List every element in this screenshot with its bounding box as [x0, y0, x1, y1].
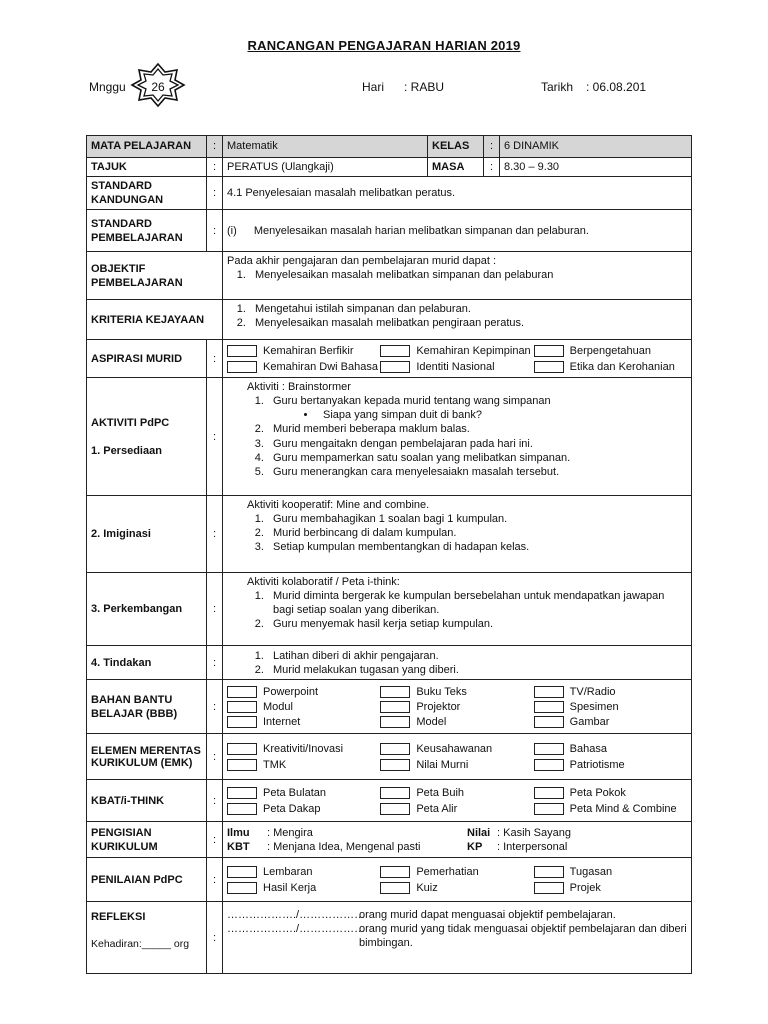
tarikh-label: Tarikh	[541, 80, 574, 94]
nilai-value: : Kasih Sayang	[497, 826, 571, 839]
bbb-option: Powerpoint	[263, 685, 319, 698]
emk-checkbox[interactable]	[534, 743, 564, 755]
aktiviti-pdpc-label: AKTIVITI PdPC	[91, 416, 170, 429]
row-penilaian	[87, 858, 692, 902]
aspirasi-checkbox[interactable]	[380, 361, 410, 373]
kbt-value: : Menjana Idea, Mengenal pasti	[267, 840, 421, 853]
lesson-plan-table	[86, 135, 692, 974]
row-standard-pembelajaran	[87, 210, 692, 252]
kbat-checkbox[interactable]	[534, 803, 564, 815]
kbat-label: KBAT/i-THINK	[87, 780, 207, 822]
emk-checkbox[interactable]	[227, 759, 257, 771]
bbb-checkbox[interactable]	[534, 701, 564, 713]
objektif-intro: Pada akhir pengajaran dan pembelajaran murid dapat :	[227, 255, 497, 268]
penilaian-checkbox[interactable]	[227, 882, 257, 894]
sp-value: Menyelesaikan masalah harian melibatkan simpanan dan pelaburan.	[253, 224, 589, 237]
kbat-checkbox[interactable]	[227, 787, 257, 799]
penilaian-option: Hasil Kerja	[263, 881, 317, 894]
imiginasi-label: 2. Imiginasi	[87, 496, 207, 573]
emk-option: Kreativiti/Inovasi	[263, 742, 344, 755]
kelas-value: 6 DINAMIK	[500, 136, 692, 158]
aspirasi-option: Berpengetahuan	[569, 344, 652, 357]
row-bbb	[87, 680, 692, 734]
imiginasi-activity: Aktiviti kooperatif: Mine and combine.	[247, 499, 430, 512]
colon: :	[207, 573, 223, 646]
row-kriteria	[87, 300, 692, 340]
bbb-option: Gambar	[569, 715, 610, 728]
kbat-option: Peta Mind & Combine	[569, 802, 677, 815]
sp-prefix: (i)	[227, 224, 237, 237]
kp-value: : Interpersonal	[497, 840, 568, 853]
emk-checkbox[interactable]	[227, 743, 257, 755]
refleksi-line2: orang murid yang tidak menguasai objektif pembelajaran dan diberi bimbingan.	[359, 923, 687, 950]
tajuk-value: PERATUS (Ulangkaji)	[223, 158, 428, 177]
bbb-checkbox[interactable]	[227, 701, 257, 713]
row-aspirasi	[87, 340, 692, 378]
row-perkembangan	[87, 573, 692, 646]
aspirasi-option: Etika dan Kerohanian	[569, 360, 675, 373]
aspirasi-option: Kemahiran Dwi Bahasa	[263, 360, 378, 373]
objektif-item: 1. Menyelesaikan masalah melibatkan simpanan dan pelaburan	[249, 268, 687, 282]
bbb-option: Projektor	[416, 700, 461, 713]
bbb-option: Internet	[263, 715, 301, 728]
sk-label: STANDARD KANDUNGAN	[87, 177, 207, 210]
kbat-checkbox[interactable]	[227, 803, 257, 815]
row-persediaan	[87, 378, 692, 496]
masa-value: 8.30 – 9.30	[500, 158, 692, 177]
kbat-option: Peta Bulatan	[263, 786, 326, 799]
kbat-option: Peta Pokok	[569, 786, 626, 799]
imiginasi-item: 1. Guru membahagikan 1 soalan bagi 1 kumpulan.	[267, 512, 687, 526]
sp-label: STANDARD PEMBELAJARAN	[87, 210, 207, 252]
bbb-option: Spesimen	[569, 700, 619, 713]
bbb-checkbox[interactable]	[534, 686, 564, 698]
kp-label: KP	[467, 840, 483, 853]
kbat-option: Peta Buih	[416, 786, 465, 799]
persediaan-item: 5. Guru menerangkan cara menyelesaiakn masalah tersebut.	[267, 465, 687, 479]
hari-label: Hari	[362, 80, 385, 94]
row-imiginasi	[87, 496, 692, 573]
tajuk-label: TAJUK	[87, 158, 207, 177]
penilaian-option: Kuiz	[416, 881, 438, 894]
penilaian-option: Tugasan	[569, 865, 613, 878]
emk-checkbox[interactable]	[534, 759, 564, 771]
bbb-label: BAHAN BANTU BELAJAR (BBB)	[87, 680, 207, 734]
minggu-label: Mnggu	[89, 80, 126, 94]
perkembangan-item: 1. Murid diminta bergerak ke kumpulan bersebelahan untuk mendapatkan jawapan bagi setiap soalan yang diberikan.	[267, 589, 687, 617]
persediaan-item: 2. Murid memberi beberapa maklum balas.	[267, 422, 687, 436]
page-title: RANCANGAN PENGAJARAN HARIAN 2019	[247, 38, 521, 53]
row-refleksi	[87, 902, 692, 974]
aspirasi-label: ASPIRASI MURID	[87, 340, 207, 378]
kbat-option: Peta Dakap	[263, 802, 321, 815]
refleksi-line1: orang murid dapat menguasai objektif pembelajaran.	[359, 909, 616, 922]
aspirasi-option: Kemahiran Kepimpinan	[416, 344, 531, 357]
kriteria-item: 1. Mengetahui istilah simpanan dan pelaburan.	[249, 302, 687, 316]
bbb-checkbox[interactable]	[380, 716, 410, 728]
bbb-checkbox[interactable]	[227, 686, 257, 698]
colon: :	[207, 822, 223, 858]
bbb-option: Modul	[263, 700, 293, 713]
persediaan-item: Guru bertanyakan kepada murid tentang wang simpanan	[273, 395, 551, 408]
penilaian-checkbox[interactable]	[534, 882, 564, 894]
ilmu-value: : Mengira	[267, 826, 313, 839]
row-tindakan	[87, 646, 692, 680]
row-standard-kandungan	[87, 177, 692, 210]
colon: :	[207, 680, 223, 734]
bbb-checkbox[interactable]	[380, 701, 410, 713]
tindakan-item: 2. Murid melakukan tugasan yang diberi.	[267, 663, 687, 677]
penilaian-option: Projek	[569, 881, 601, 894]
kriteria-item: 2. Menyelesaikan masalah melibatkan pengiraan peratus.	[249, 316, 687, 330]
bbb-checkbox[interactable]	[380, 686, 410, 698]
nilai-label: Nilai	[467, 826, 491, 839]
perkembangan-item: 2. Guru menyemak hasil kerja setiap kumpulan.	[267, 617, 687, 631]
aspirasi-option: Identiti Nasional	[416, 360, 495, 373]
persediaan-bullet: • Siapa yang simpan duit di bank?	[317, 408, 687, 422]
kbat-option: Peta Alir	[416, 802, 458, 815]
emk-option: Bahasa	[569, 742, 607, 755]
aspirasi-checkbox[interactable]	[534, 361, 564, 373]
colon: :	[207, 902, 223, 974]
colon: :	[207, 210, 223, 252]
mata-pelajaran-label: MATA PELAJARAN	[87, 136, 207, 158]
penilaian-option: Pemerhatian	[416, 865, 479, 878]
colon: :	[207, 378, 223, 496]
refleksi-blank[interactable]: ………………./………………	[227, 909, 366, 922]
colon: :	[207, 646, 223, 680]
kelas-label: KELAS	[428, 136, 484, 158]
penilaian-option: Lembaran	[263, 865, 313, 878]
tindakan-item: 1. Latihan diberi di akhir pengajaran.	[267, 649, 687, 663]
colon: :	[207, 136, 223, 158]
bbb-option: Model	[416, 715, 447, 728]
penilaian-checkbox[interactable]	[380, 866, 410, 878]
row-tajuk	[87, 158, 692, 177]
kbat-checkbox[interactable]	[380, 787, 410, 799]
kehadiran-text: Kehadiran:_____ org	[91, 938, 190, 951]
emk-option: TMK	[263, 758, 287, 771]
bbb-checkbox[interactable]	[227, 716, 257, 728]
perkembangan-activity: Aktiviti kolaboratif / Peta i-think:	[247, 576, 400, 589]
minggu-value: 26	[151, 80, 165, 94]
colon: :	[207, 734, 223, 780]
colon: :	[484, 158, 500, 177]
mata-pelajaran-value: Matematik	[223, 136, 428, 158]
emk-checkbox[interactable]	[380, 743, 410, 755]
colon: :	[207, 177, 223, 210]
bbb-option: Buku Teks	[416, 685, 467, 698]
kbat-checkbox[interactable]	[380, 803, 410, 815]
tarikh-value: : 06.08.201	[586, 80, 647, 94]
colon: :	[207, 858, 223, 902]
row-pengisian	[87, 822, 692, 858]
colon: :	[207, 158, 223, 177]
aspirasi-checkbox[interactable]	[227, 361, 257, 373]
emk-label: ELEMEN MERENTAS KURIKULUM (EMK)	[87, 734, 207, 780]
persediaan-label: 1. Persediaan	[91, 444, 162, 457]
hari-value: : RABU	[404, 80, 445, 94]
imiginasi-item: 3. Setiap kumpulan membentangkan di hadapan kelas.	[267, 540, 687, 554]
penilaian-label: PENILAIAN PdPC	[87, 858, 207, 902]
row-emk	[87, 734, 692, 780]
persediaan-item: 3. Guru mengaitakn dengan pembelajaran pada hari ini.	[267, 437, 687, 451]
aspirasi-checkbox[interactable]	[227, 345, 257, 357]
penilaian-checkbox[interactable]	[227, 866, 257, 878]
colon: :	[207, 340, 223, 378]
penilaian-checkbox[interactable]	[534, 866, 564, 878]
colon: :	[207, 780, 223, 822]
sk-value: 4.1 Penyelesaian masalah melibatkan peratus.	[223, 177, 692, 210]
emk-option: Patriotisme	[569, 758, 625, 771]
emk-option: Nilai Murni	[416, 758, 469, 771]
persediaan-item: 4. Guru mempamerkan satu soalan yang melibatkan simpanan.	[267, 451, 687, 465]
tindakan-label: 4. Tindakan	[87, 646, 207, 680]
kbt-label: KBT	[227, 840, 250, 853]
bbb-option: TV/Radio	[569, 685, 616, 698]
row-objektif	[87, 252, 692, 300]
kbat-checkbox[interactable]	[534, 787, 564, 799]
row-kbat	[87, 780, 692, 822]
imiginasi-item: 2. Murid berbincang di dalam kumpulan.	[267, 526, 687, 540]
colon: :	[484, 136, 500, 158]
aspirasi-checkbox[interactable]	[380, 345, 410, 357]
bbb-checkbox[interactable]	[534, 716, 564, 728]
row-mata-pelajaran	[87, 136, 692, 158]
masa-label: MASA	[428, 158, 484, 177]
pengisian-label: PENGISIAN KURIKULUM	[87, 822, 207, 858]
perkembangan-label: 3. Perkembangan	[87, 573, 207, 646]
ilmu-label: Ilmu	[227, 826, 250, 839]
emk-option: Keusahawanan	[416, 742, 493, 755]
kriteria-label: KRITERIA KEJAYAAN	[87, 300, 223, 340]
aspirasi-option: Kemahiran Berfikir	[263, 344, 354, 357]
emk-checkbox[interactable]	[380, 759, 410, 771]
objektif-label: OBJEKTIF PEMBELAJARAN	[87, 252, 223, 300]
refleksi-label: REFLEKSI	[91, 911, 146, 924]
refleksi-blank[interactable]: ………………./………………	[227, 923, 366, 936]
penilaian-checkbox[interactable]	[380, 882, 410, 894]
persediaan-activity: Aktiviti : Brainstormer	[247, 381, 351, 394]
aspirasi-checkbox[interactable]	[534, 345, 564, 357]
colon: :	[207, 496, 223, 573]
